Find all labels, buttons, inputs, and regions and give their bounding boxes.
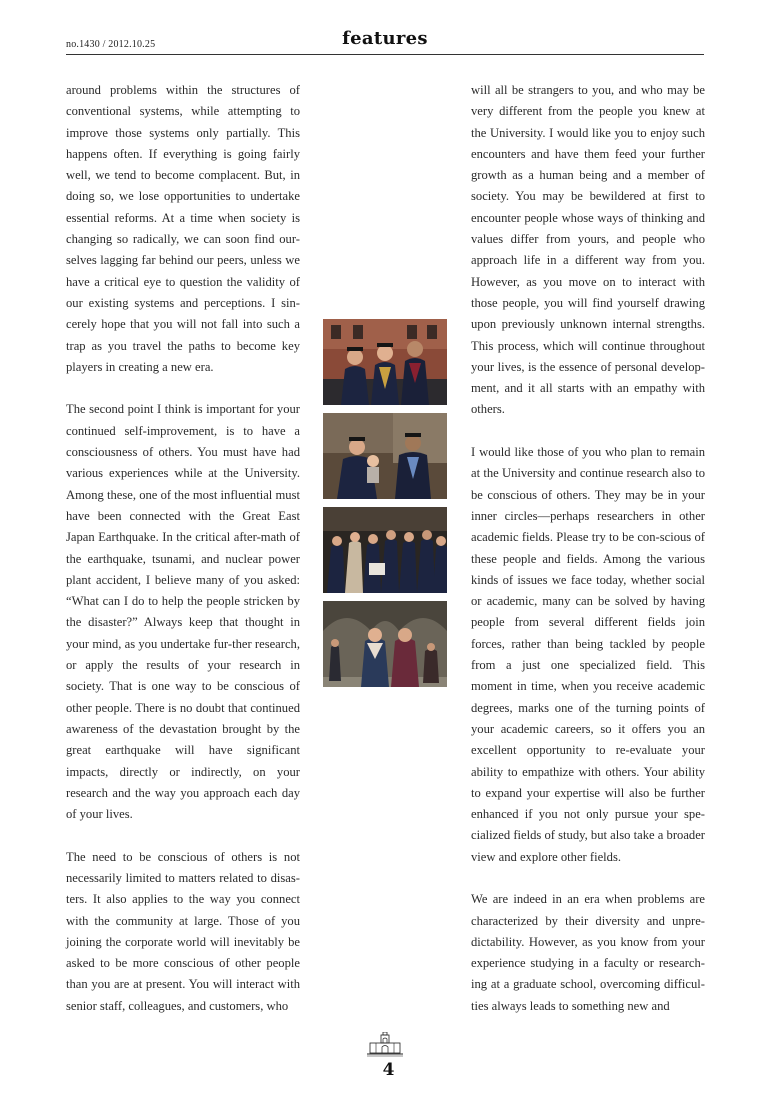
- paragraph: We are indeed in an era when problems are characterized by their diversity and unpre-dictability. However, as you know from your experience studying in a faculty or research-ing at a graduate school, overcoming difficul-ties always leads to something new and: [471, 892, 705, 1013]
- issue-number: no.1430 / 2012.10.25: [66, 39, 156, 50]
- page-header: [66, 28, 704, 55]
- right-column: [471, 80, 705, 1038]
- paragraph: The need to be conscious of others is not necessarily limited to matters related to disas-ters. It also applies to the way you connect with the community at large. Those of you joining the corporate world will inevitably be asked to be more conscious of other people than you are at present. You will interact with senior staff, colleagues, and customers, who: [66, 849, 300, 1013]
- page-number: 4: [382, 1060, 395, 1080]
- yasuda-auditorium-logo-icon: [366, 1032, 404, 1058]
- paragraph: around problems within the structures of conventional systems, while attempting to improve those systems only partially. This happens often. If everything is going fairly well, we tend to become complacent. But, in doing so, we lose opportunities to undertake essential reforms. At a time when society is changing so radically, we can soon find our-selves lagging far behind our peers, unless we have a critical eye to question the validity of our existing systems and perceptions. I sin-cerely hope that you will not fall into such a trap as you travel the paths to become key players in creating a new era.: [66, 83, 300, 374]
- photo-strip: [323, 319, 447, 695]
- paragraph: The second point I think is important for your continued self-improvement, is to have a consciousness of others. You must have had various experiences while at the University. Among these, one of the most influential must have been connected with the Great East Japan Earthquake. In the critical after-math of the earthquake, tsunami, and nuclear power plant accident, I believe many of you asked: “What can I do to help the people stricken by the disaster?” Always keep that thought in your mind, as you undertake fur-ther research, or apply the results of your research in society. That is one way to be conscious of other people. There is no doubt that continued awareness of the devastation brought by the great earthquake will have significant impacts, directly or indirectly, on your research and the way you approach each day of your lives.: [66, 402, 300, 822]
- paragraph: will all be strangers to you, and who may be very different from the people you knew at the University. I would like you to enjoy such encounters and have them feed your further growth as a human being and a member of society. You may be bewildered at first to encounter people whose ways of thinking and values differ from yours, and people who approach life in a different way from you. However, as you move on to interact with those people, you will find yourself drawing upon previously unknown internal strengths. This process, which will continue throughout your lives, is the essence of personal develop-ment, and it all starts with an empathy with others.: [471, 83, 705, 417]
- graduates-trio-photo: [323, 319, 447, 405]
- graduates-with-child-photo: [323, 413, 447, 499]
- graduates-in-kimono-photo: [323, 601, 447, 687]
- left-column: [66, 80, 300, 1038]
- section-title: features: [342, 28, 428, 49]
- graduation-group-photo: [323, 507, 447, 593]
- paragraph: I would like those of you who plan to remain at the University and continue research also to be conscious of others. They may be in your inner circles—perhaps researchers in other academic fields. Please try to be con-scious of these people and fields. Among the various kinds of issues we face today, whether social or academic, many can be solved by having people from several different fields join forces, rather than being tackled by people from a just one specialized field. This moment in time, when you receive academic degrees, marks one of the turning points of your academic careers, so it offers you an excellent opportunity to re-evaluate your ability to empathize with others. Your ability to expand your expertise will also be further enhanced if you not only pursue your spe-cialized fields of study, but also take a broader view and explore other fields.: [471, 445, 705, 864]
